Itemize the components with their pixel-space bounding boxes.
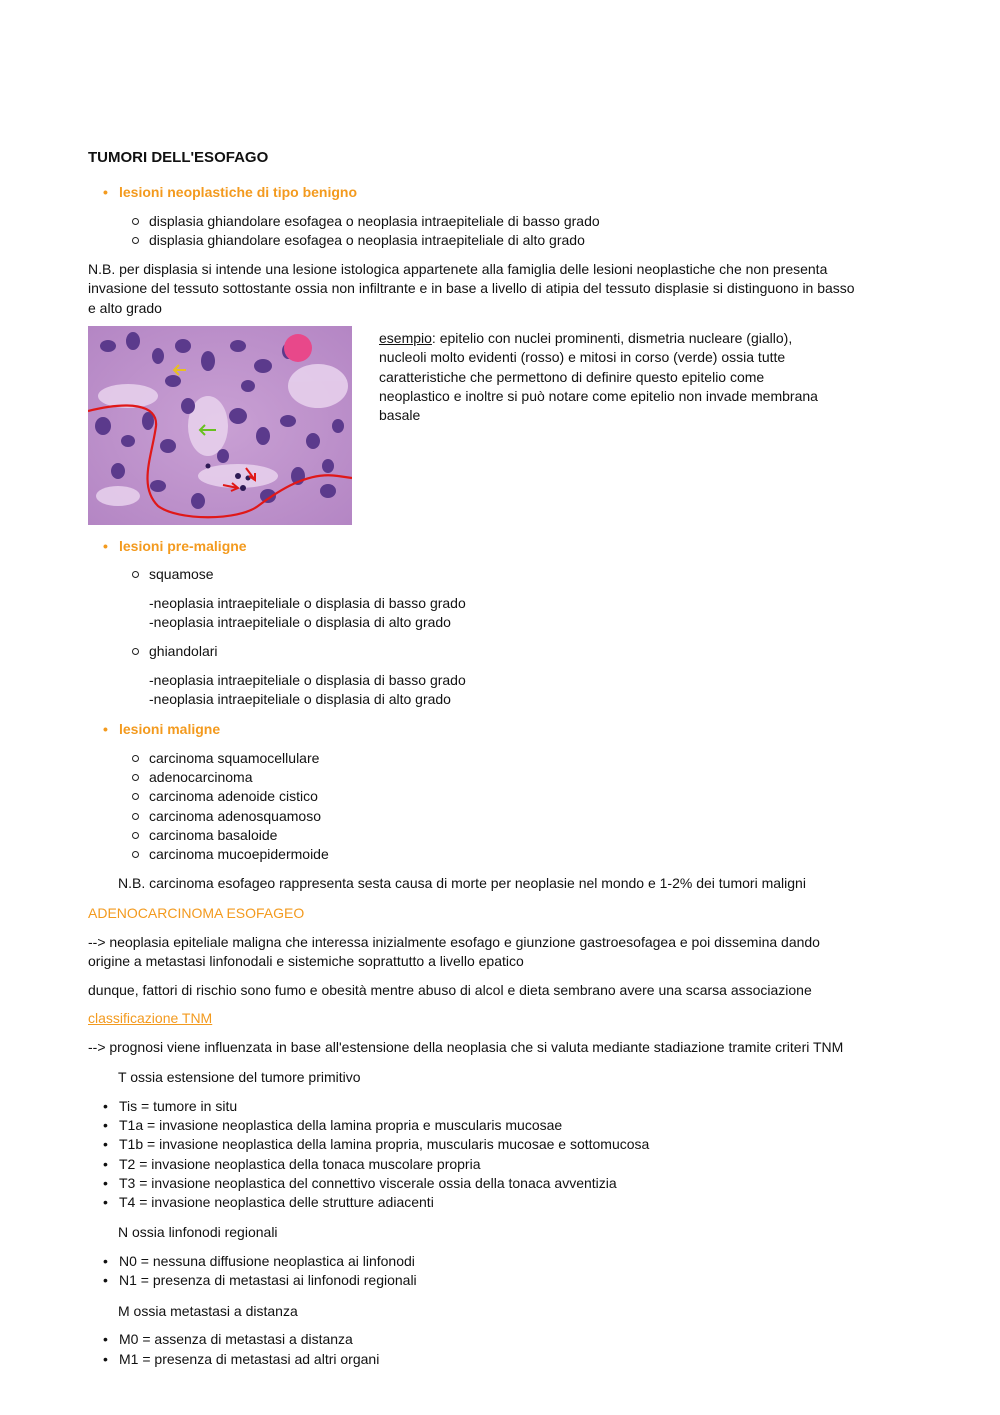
m-heading: M ossia metastasi a distanza [118, 1303, 298, 1319]
list-item: carcinoma basaloide [149, 826, 277, 845]
heading-adenocarcinoma: ADENOCARCINOMA ESOFAGEO [88, 905, 305, 921]
dysplasia-note: N.B. per displasia si intende una lesione istologica appartenete alla famiglia delle lesioni neoplastiche che non presenta invasione del tessuto sottostante ossia non infiltrante e in base a livello di atipia del tessuto displasie si distinguono in basso e alto grado [88, 261, 855, 316]
list-item: carcinoma squamocellulare [149, 749, 319, 768]
t-heading: T ossia estensione del tumore primitivo [118, 1069, 361, 1085]
risk-factors: dunque, fattori di rischio sono fumo e obesità mentre abuso di alcol e dieta sembrano avere una scarsa associazione [88, 982, 812, 998]
list-item: • M1 = presenza di metastasi ad altri organi [119, 1350, 379, 1369]
list-item: • M0 = assenza di metastasi a distanza [119, 1330, 353, 1349]
list-item: • T1b = invasione neoplastica della lamina propria, muscularis mucosae e sottomucosa [119, 1135, 649, 1154]
heading-premalignant: • lesioni pre-maligne [119, 537, 247, 556]
page-title: TUMORI DELL'ESOFAGO [88, 149, 269, 166]
list-item: carcinoma adenoide cistico [149, 787, 318, 806]
list-item: • N1 = presenza di metastasi ai linfonodi regionali [119, 1271, 417, 1290]
list-item: ghiandolari [149, 642, 218, 661]
heading-malignant: • lesioni maligne [119, 720, 220, 739]
list-item: • T2 = invasione neoplastica della tonaca muscolare propria [119, 1155, 481, 1174]
example-caption: esempio: epitelio con nuclei prominenti, dismetria nucleare (giallo), nucleoli molto evidenti (rosso) e mitosi in corso (verde) ossia tutte caratteristiche che permettono di definire questo epitelio come neoplastico e inoltre si può notare come epitelio non invade membrana basale [379, 330, 818, 424]
list-item: • N0 = nessuna diffusione neoplastica ai linfonodi [119, 1252, 415, 1271]
list-item: displasia ghiandolare esofagea o neoplasia intraepiteliale di alto grado [149, 231, 585, 250]
example-label: esempio [379, 330, 432, 346]
adeno-definition: --> neoplasia epiteliale maligna che interessa inizialmente esofago e giunzione gastroesofagea e poi dissemina dando origine a metastasi linfonodali e sistemiche soprattutto a livello epatico [88, 934, 820, 970]
tnm-link[interactable]: classificazione TNM [88, 1010, 213, 1026]
histology-image [88, 326, 352, 525]
list-item: -neoplasia intraepiteliale o displasia di alto grado [149, 691, 451, 707]
heading-benign: • lesioni neoplastiche di tipo benigno [119, 183, 357, 202]
list-item: carcinoma adenosquamoso [149, 807, 321, 826]
malignant-note: N.B. carcinoma esofageo rappresenta sesta causa di morte per neoplasie nel mondo e 1-2% dei tumori maligni [118, 875, 806, 891]
tnm-intro: --> prognosi viene influenzata in base all'estensione della neoplasia che si valuta mediante stadiazione tramite criteri TNM [88, 1039, 844, 1055]
list-item: -neoplasia intraepiteliale o displasia di alto grado [149, 614, 451, 630]
list-item: adenocarcinoma [149, 768, 253, 787]
list-item: displasia ghiandolare esofagea o neoplasia intraepiteliale di basso grado [149, 212, 600, 231]
list-item: carcinoma mucoepidermoide [149, 845, 329, 864]
list-item: squamose [149, 565, 214, 584]
list-item: -neoplasia intraepiteliale o displasia di basso grado [149, 595, 466, 611]
list-item: • T4 = invasione neoplastica delle strutture adiacenti [119, 1193, 434, 1212]
n-heading: N ossia linfonodi regionali [118, 1224, 278, 1240]
list-item: -neoplasia intraepiteliale o displasia di basso grado [149, 672, 466, 688]
list-item: • Tis = tumore in situ [119, 1097, 237, 1116]
list-item: • T3 = invasione neoplastica del connettivo viscerale ossia della tonaca avventizia [119, 1174, 617, 1193]
list-item: • T1a = invasione neoplastica della lamina propria e muscularis mucosae [119, 1116, 562, 1135]
